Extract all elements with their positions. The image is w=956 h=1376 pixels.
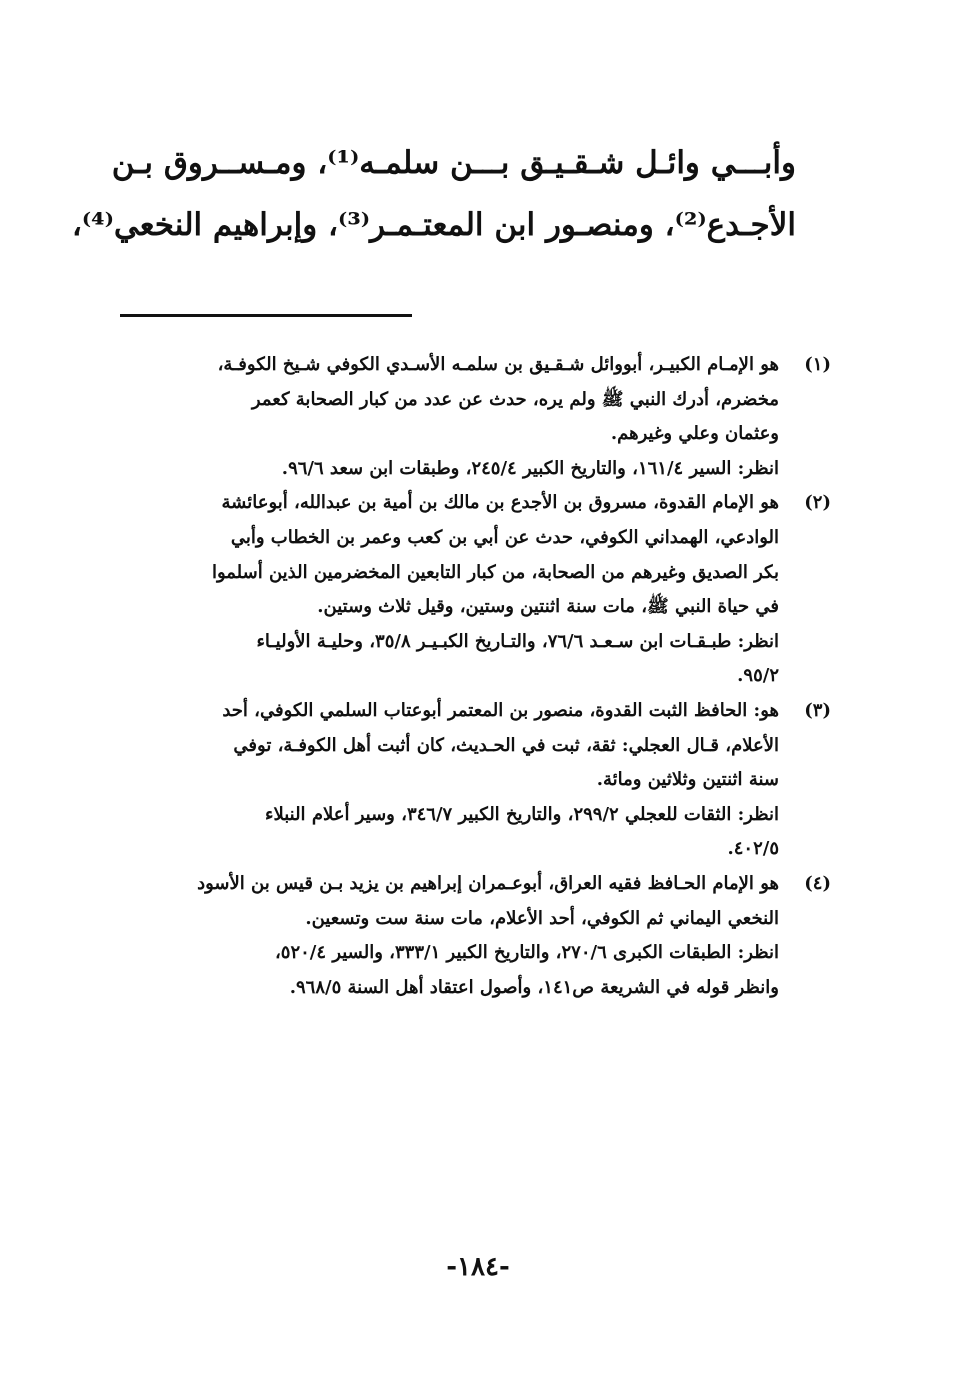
footnote-number: (١)	[804, 354, 831, 375]
footnote-reference-line: انظر: طبـقـات ابن سـعـد ٧٦/٦، والتـاريخ الكبـيـر ٣٥/٨، وحليـة الأوليـاء	[256, 630, 779, 652]
footnote-reference-line: ٩٥/٢.	[737, 665, 779, 687]
footnote-text-line: بكر الصديق وغيرهم من الصحابة، من كبار التابعين المخضرمين الذين أسلموا	[211, 561, 779, 583]
main-text-line-2: الأجـدع⁽²⁾، ومنصـور ابن المعتـمـر⁽³⁾، وإبراهيم النخعي⁽⁴⁾،	[71, 207, 796, 243]
footnote-3	[108, 694, 831, 867]
footnote-text-line: هو الإمـام الكبيـر، أبووائل شـقـيق بن سلمـه الأسـدي الكوفي شـيخ الكوفـة،	[217, 354, 779, 375]
footnote-reference-line: انظر: الطبقات الكبرى ٢٧٠/٦، والتاريخ الكبير ٣٣٣/١، والسير ٥٢٠/٤،	[274, 942, 779, 964]
footnote-text-line: سنة اثنتين وثلاثين ومائة.	[596, 769, 779, 791]
footnote-text-line: هو الإمام الحـافظ فقيه العراق، أبوعـمران إبراهيم بن يزيد بـن قيس بن الأسود	[197, 872, 779, 894]
footnote-2	[108, 486, 831, 694]
footnote-number: (٢)	[804, 492, 831, 514]
main-text-block	[71, 132, 796, 256]
footnote-text-line: مخضرم، أدرك النبي ﷺ ولم يره، حدث عن عدد من كبار الصحابة كعمر	[251, 388, 779, 410]
footnote-reference-line: وانظر قوله في الشريعة ص١٤١، وأصول اعتقاد أهل السنة ٩٦٨/٥.	[289, 976, 779, 998]
footnote-text-line: وعثمان وعلي وغيرهم.	[610, 423, 779, 445]
footnote-text-line: الأعلام، قـال العجلي: ثقة، ثبت في الحـديث، كان أثبت أهل الكوفـة، توفي	[233, 734, 779, 756]
footnote-4	[108, 867, 831, 1005]
footnote-text-line: هو: الحافظ الثبت القدوة، منصور بن المعتمر أبوعتاب السلمي الكوفي، أحد	[222, 699, 779, 721]
footnote-text-line: الوادعي، الهمداني الكوفي، حدث عن أبي بن كعب وعمر بن الخطاب وأبي	[230, 526, 779, 548]
footnote-reference-line: انظر: الثقات للعجلي ٢٩٩/٢، والتاريخ الكبير ٣٤٦/٧، وسير أعلام النبلاء	[265, 803, 779, 825]
footnote-text-line: هو الإمام القدوة، مسروق بن الأجدع بن مالك بن أمية بن عبدالله، أبوعائشة	[221, 492, 779, 514]
footnote-number: (٣)	[804, 699, 831, 721]
footnote-text-line: النخعي اليماني ثم الكوفي، أحد الأعلام، مات سنة ست وتسعين.	[305, 907, 779, 929]
footnote-number: (٤)	[804, 872, 831, 894]
footnote-reference-line: ٤٠٢/٥.	[727, 838, 779, 860]
footnote-1	[108, 348, 831, 486]
page-number: -١٨٤-	[446, 1252, 510, 1282]
footnotes-section	[108, 348, 831, 1005]
footnote-separator	[120, 314, 412, 317]
footnote-text-line: في حياة النبي ﷺ، مات سنة اثنتين وستين، وقيل ثلاث وستين.	[317, 596, 779, 618]
main-text-line-1: وأبـــي وائـل شـقـيـق بـــن سلمـه⁽¹⁾، ومـســروق بـن	[111, 145, 796, 181]
footnote-reference-line: انظر: السير ١٦١/٤، والتاريخ الكبير ٢٤٥/٤، وطبقات ابن سعد ٩٦/٦.	[281, 457, 779, 479]
